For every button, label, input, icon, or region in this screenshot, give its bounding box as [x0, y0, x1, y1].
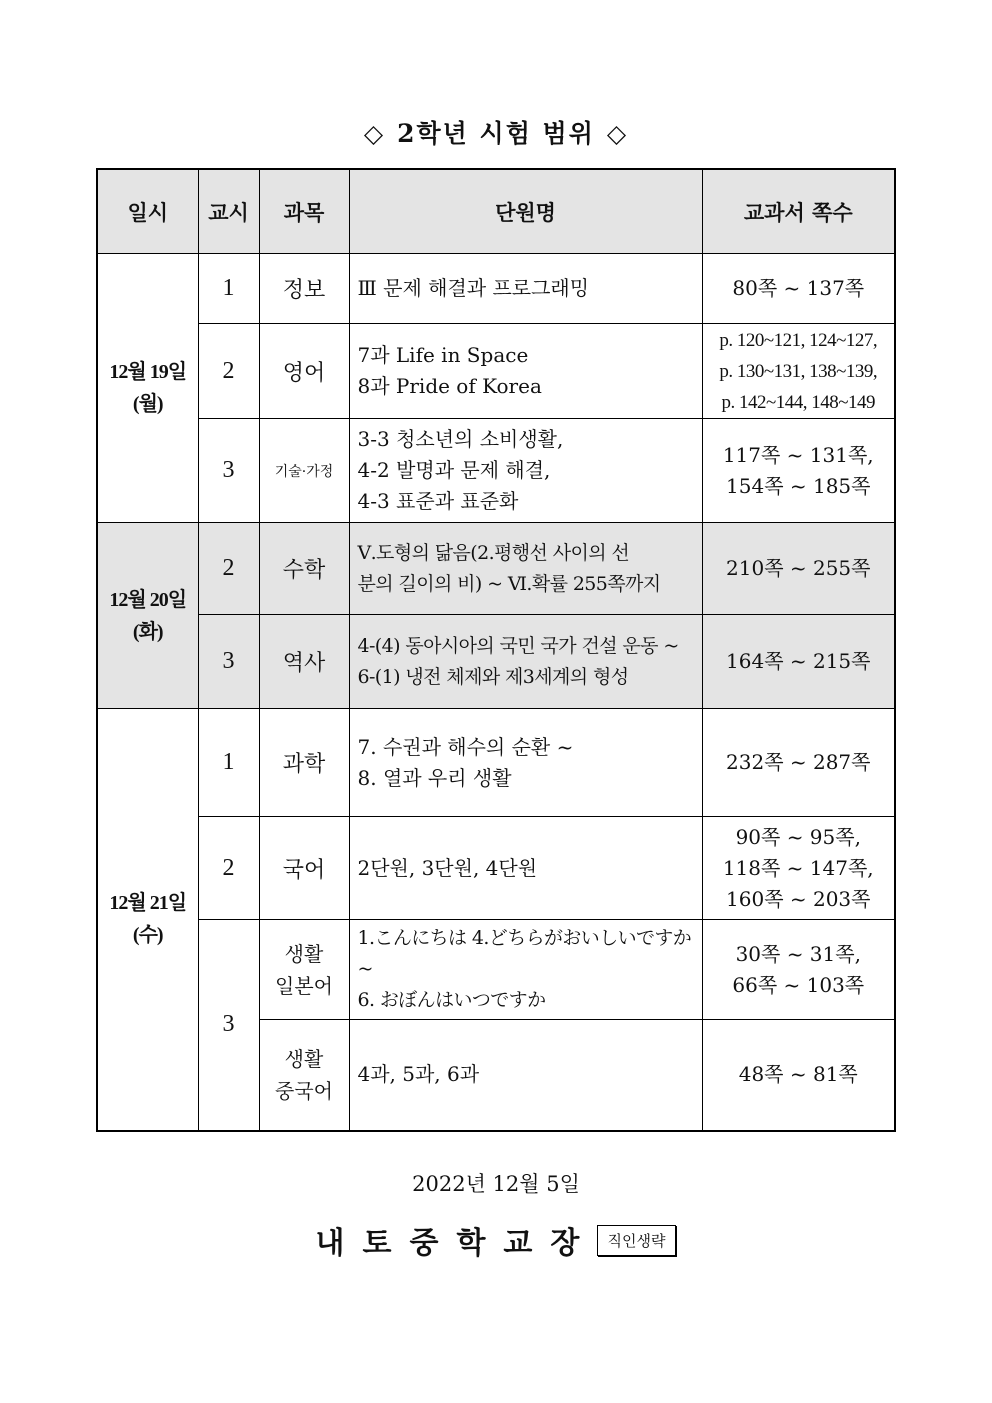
table-row [97, 523, 895, 615]
table-row [97, 254, 895, 324]
unit-cell: Ⅴ.도형의 닮음(2.평행선 사이의 선 분의 길이의 비) ~ Ⅵ.확률 255쪽까지 [349, 523, 702, 615]
pages-cell: 210쪽 ~ 255쪽 [702, 523, 895, 615]
pages-cell: 164쪽 ~ 215쪽 [702, 615, 895, 709]
pages-cell: 80쪽 ~ 137쪽 [702, 254, 895, 324]
exam-range-table [96, 168, 896, 1132]
seal-omitted-stamp: 직인생략 [597, 1225, 677, 1256]
date-cell: 12월 21일 (수) [97, 709, 198, 1131]
pages-cell: 232쪽 ~ 287쪽 [702, 709, 895, 817]
header-subject: 과목 [259, 169, 349, 254]
subject-cell: 생활 일본어 [259, 920, 349, 1020]
subject-cell: 국어 [259, 817, 349, 920]
document-title [0, 114, 992, 150]
subject-cell: 영어 [259, 324, 349, 419]
period-cell: 2 [198, 324, 259, 419]
table-row [97, 817, 895, 920]
period-cell: 3 [198, 419, 259, 523]
unit-cell: 2단원, 3단원, 4단원 [349, 817, 702, 920]
subject-cell: 수학 [259, 523, 349, 615]
pages-cell: 117쪽 ~ 131쪽, 154쪽 ~ 185쪽 [702, 419, 895, 523]
period-cell: 2 [198, 817, 259, 920]
unit-cell: 7. 수권과 해수의 순환 ~ 8. 열과 우리 생활 [349, 709, 702, 817]
header-period: 교시 [198, 169, 259, 254]
period-cell: 1 [198, 254, 259, 324]
table-row [97, 615, 895, 709]
period-cell: 1 [198, 709, 259, 817]
subject-cell: 생활 중국어 [259, 1020, 349, 1131]
date-cell: 12월 20일 (화) [97, 523, 198, 709]
pages-cell: p. 120~121, 124~127, p. 130~131, 138~139, p. 142~144, 148~149 [702, 324, 895, 419]
diamond-icon: ◇ [363, 119, 386, 148]
pages-cell: 90쪽 ~ 95쪽, 118쪽 ~ 147쪽, 160쪽 ~ 203쪽 [702, 817, 895, 920]
subject-cell: 정보 [259, 254, 349, 324]
header-unit: 단원명 [349, 169, 702, 254]
unit-cell: 4과, 5과, 6과 [349, 1020, 702, 1131]
table-row [97, 419, 895, 523]
unit-cell: 7과 Life in Space 8과 Pride of Korea [349, 324, 702, 419]
unit-cell: 4-(4) 동아시아의 국민 국가 건설 운동 ~ 6-(1) 냉전 체제와 제3세계의 형성 [349, 615, 702, 709]
diamond-icon: ◇ [606, 119, 629, 148]
subject-cell: 과학 [259, 709, 349, 817]
header-date: 일시 [97, 169, 198, 254]
table-row [97, 709, 895, 817]
pages-cell: 48쪽 ~ 81쪽 [702, 1020, 895, 1131]
pages-cell: 30쪽 ~ 31쪽, 66쪽 ~ 103쪽 [702, 920, 895, 1020]
period-cell: 2 [198, 523, 259, 615]
header-pages: 교과서 쪽수 [702, 169, 895, 254]
document-date: 2022년 12월 5일 [412, 1172, 580, 1196]
table-row [97, 920, 895, 1020]
school-principal: 내토중학교장 [315, 1226, 598, 1261]
period-cell: 3 [198, 615, 259, 709]
subject-cell: 역사 [259, 615, 349, 709]
unit-cell: 1.こんにちは 4.どちらがおいしいですか~ 6. おぼんはいつですか [349, 920, 702, 1020]
table-row [97, 324, 895, 419]
signature-block [0, 1218, 992, 1262]
unit-cell: Ⅲ 문제 해결과 프로그래밍 [349, 254, 702, 324]
subject-cell: 기술·가정 [259, 419, 349, 523]
date-cell: 12월 19일 (월) [97, 254, 198, 523]
header-row [97, 169, 895, 254]
unit-cell: 3-3 청소년의 소비생활, 4-2 발명과 문제 해결, 4-3 표준과 표준화 [349, 419, 702, 523]
title-text: 2학년 시험 범위 [397, 119, 595, 148]
period-cell: 3 [198, 920, 259, 1131]
